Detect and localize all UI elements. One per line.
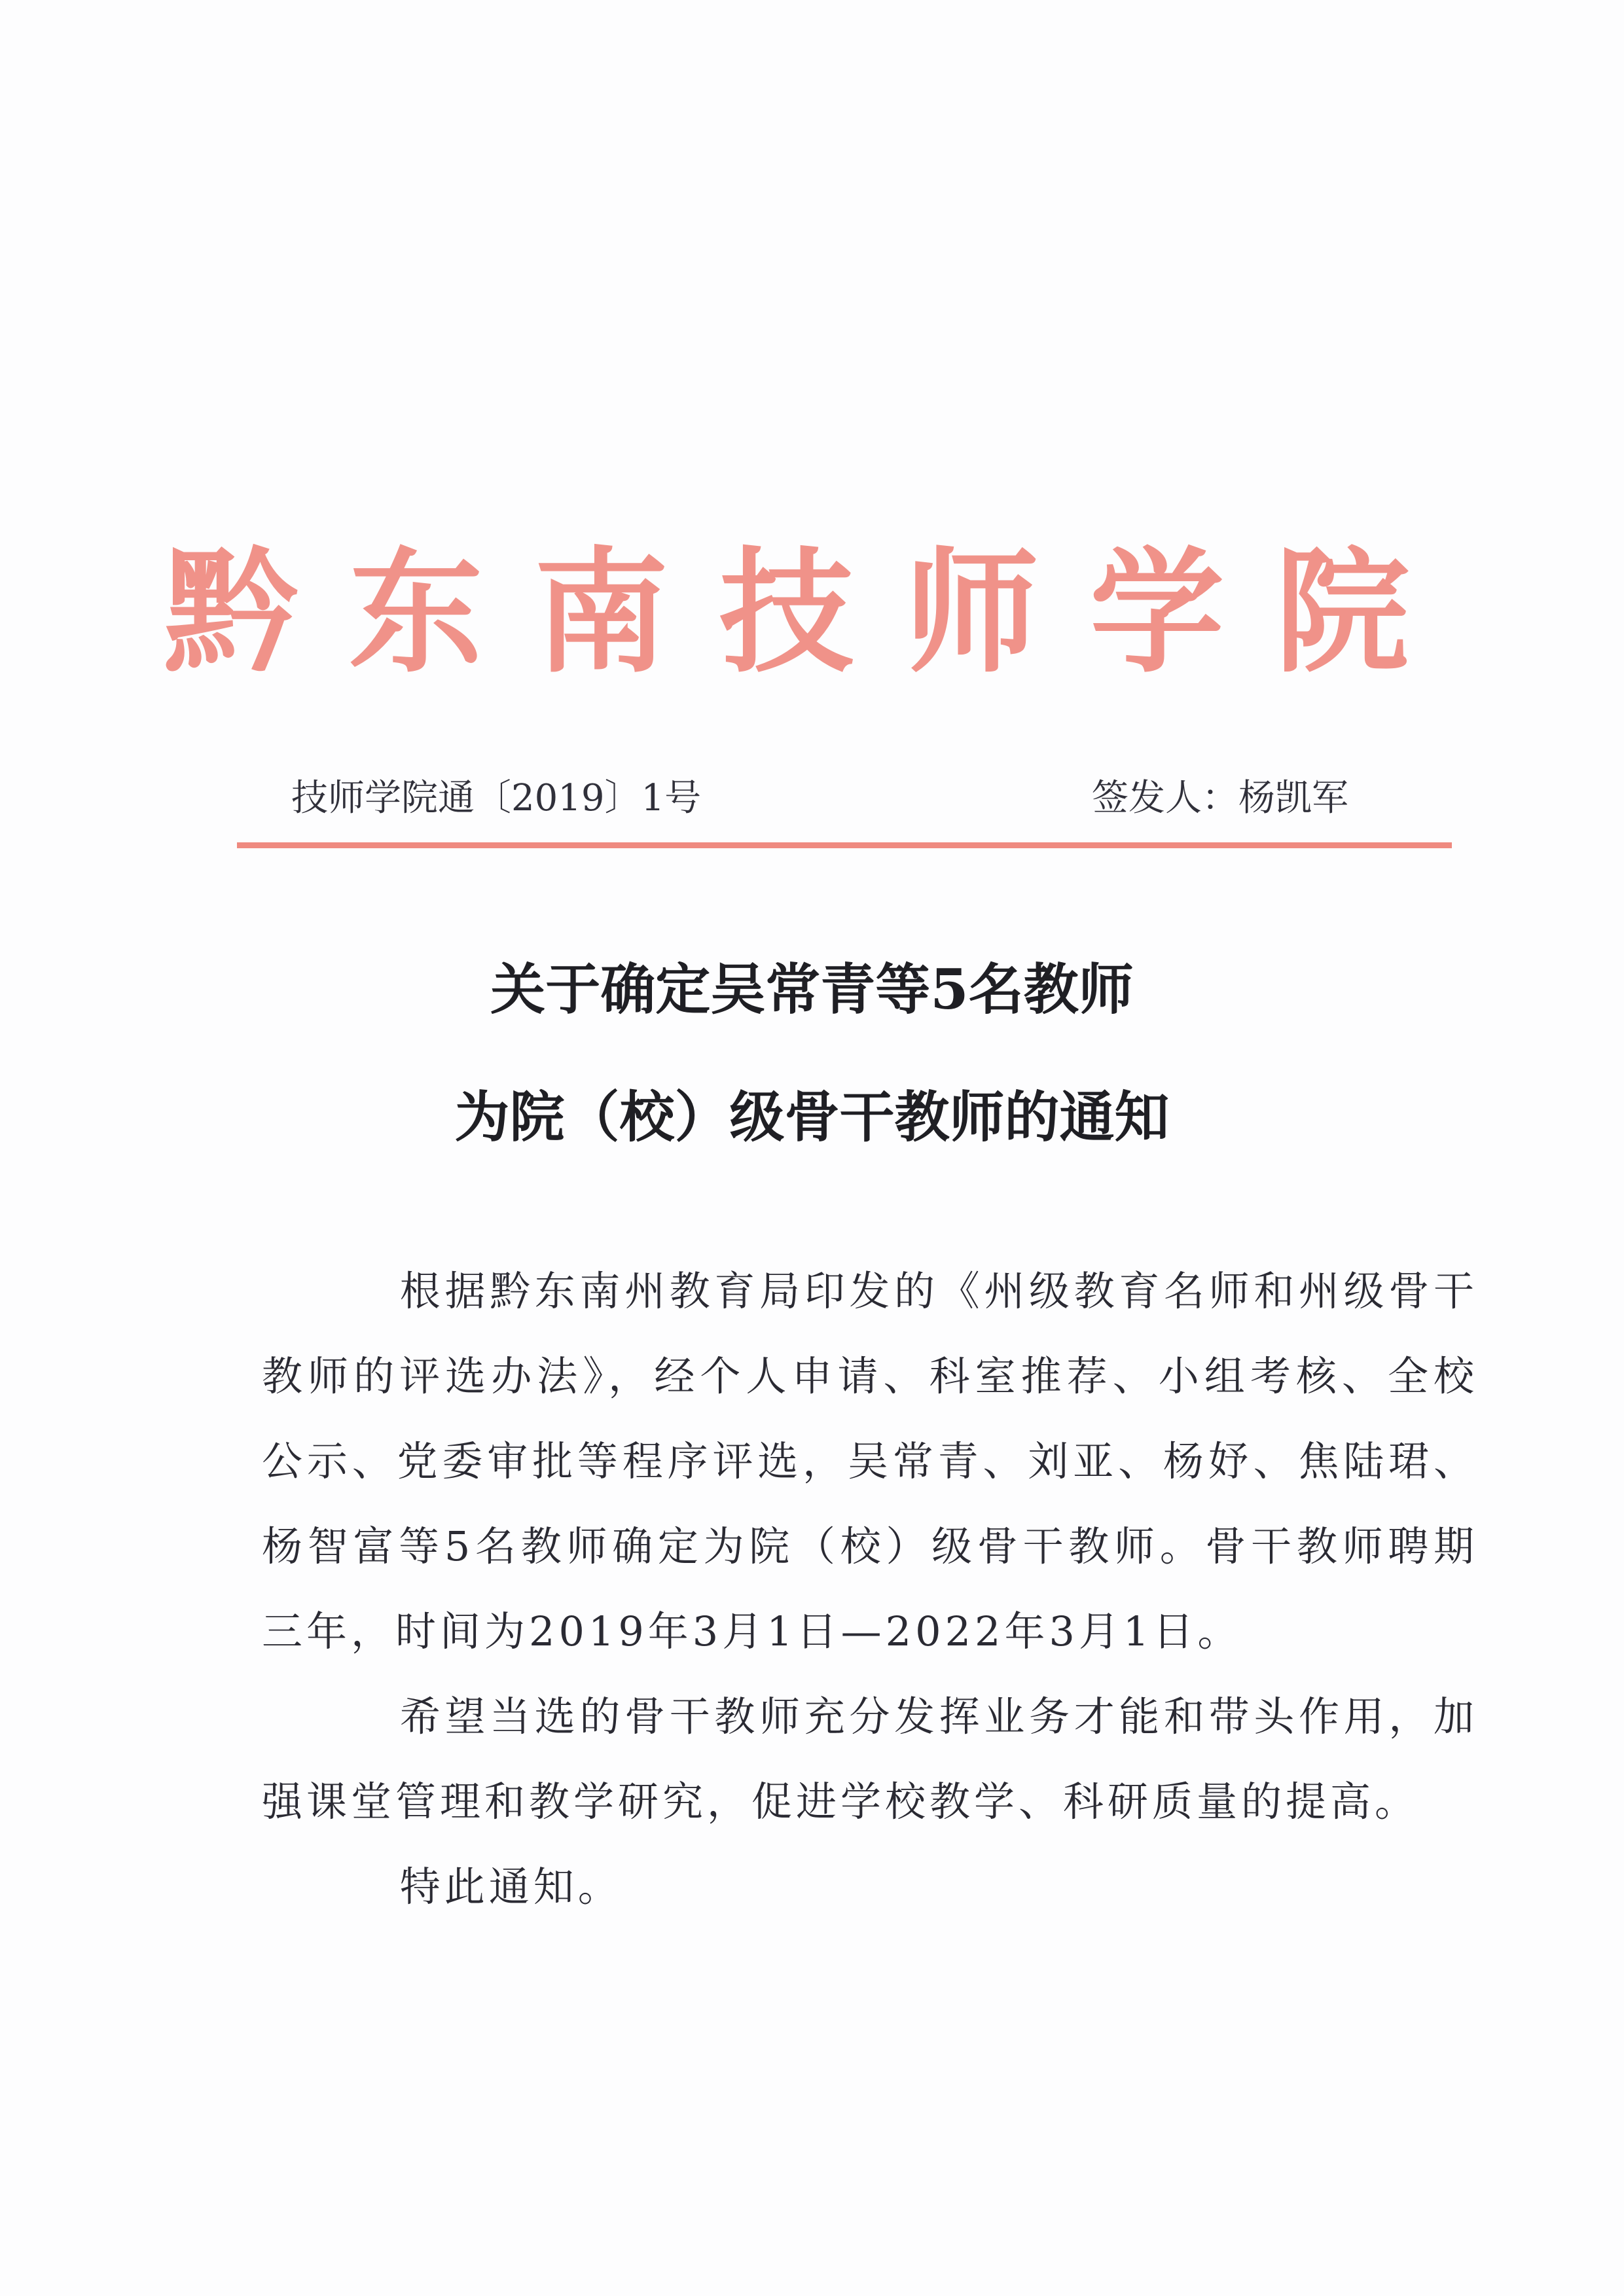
letterhead: 黔东南技师学院 — [164, 535, 1460, 691]
document-body — [262, 1249, 1478, 1929]
title-line-2: 为院（校）级骨干教师的通知 — [454, 1085, 1170, 1149]
paragraph-closing: 特此通知。 — [399, 1863, 623, 1910]
red-divider — [237, 842, 1452, 848]
document-number: 技师学院通〔2019〕1号 — [291, 777, 702, 819]
paragraph-2: 希望当选的骨干教师充分发挥业务才能和带头作用，加强课堂管理和教学研究，促进学校教学、科研质量的提高。 — [262, 1693, 1478, 1825]
issuer: 签发人：杨凯军 — [1092, 777, 1348, 819]
paragraph-1: 根据黔东南州教育局印发的《州级教育名师和州级骨干教师的评选办法》，经个人申请、科室推荐、小组考核、全校公示、党委审批等程序评选，吴常青、刘亚、杨妤、焦陆珺、杨智富等5名教师确定为院（校）级骨干教师。骨干教师聘期三年，时间为2019年3月1日—2022年3月1日。 — [262, 1267, 1478, 1655]
title-line-1: 关于确定吴常青等5名教师 — [490, 957, 1134, 1022]
